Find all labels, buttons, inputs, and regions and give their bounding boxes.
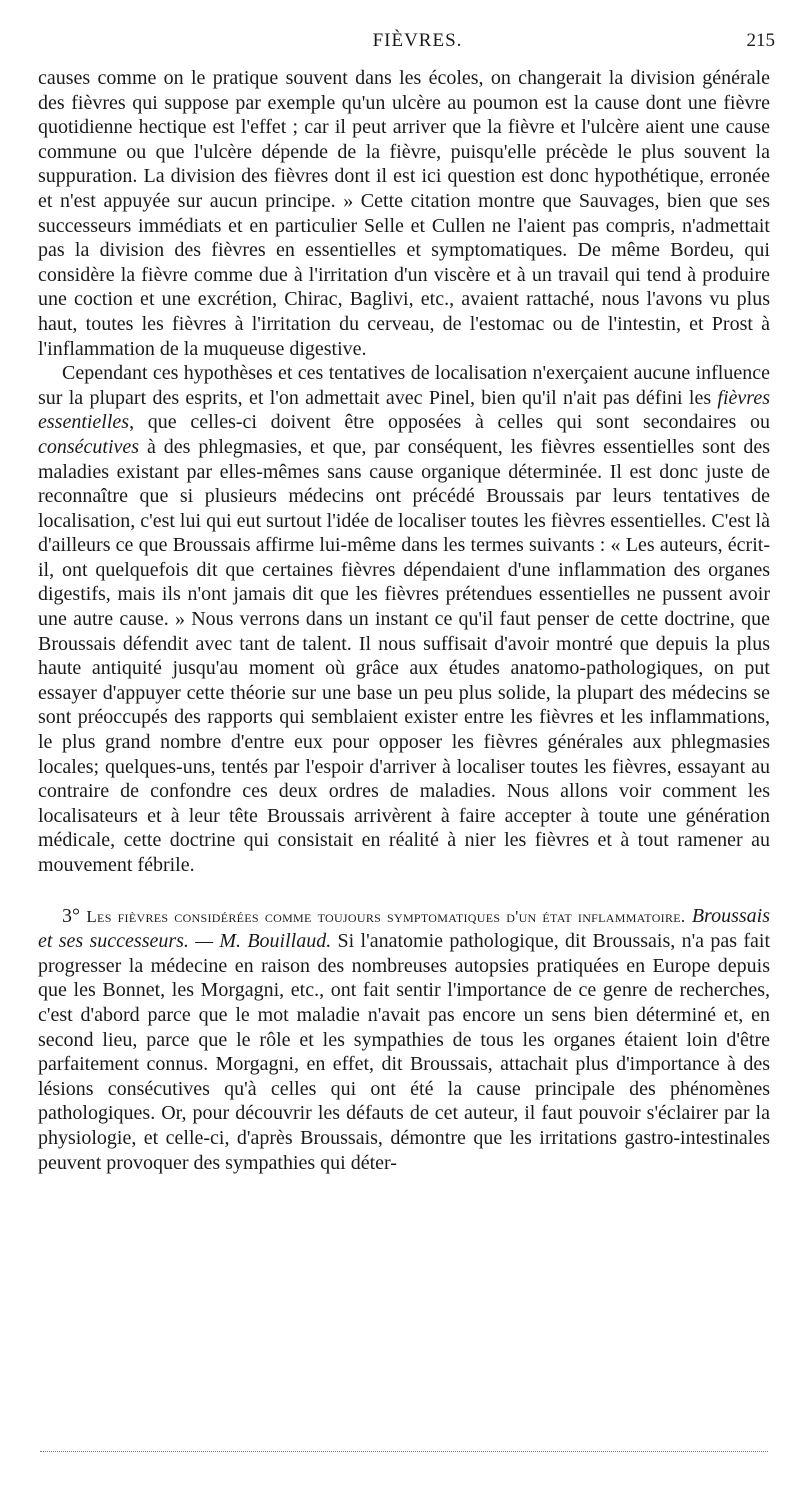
paragraph-text: Cependant ces hypothèses et ces tentatives de localisation n'exerçaient aucune influence sur la plupart des esprits, et l'on admettait avec Pinel, bien qu'il n'ait pas défini les xyxy=(38,362,770,409)
running-head xyxy=(60,30,775,60)
italic-term: consécutives xyxy=(38,435,140,458)
section-text: Si l'anatomie pathologique, dit Broussais, n'a pas fait progresser la médecine en raison des nombreuses autopsies pratiquées en Europe depuis que les Bonnet, les Morgagni, etc., ont fait sentir l'importance de ce genre de recherches, c'est d'abord parce que le mot maladie n'avait pas encore un sens bien déterminé et, en second lieu, parce que le rôle et les sympathies de tous les organes étaient loin d'être parfaitement connus. Morgagni, en effet, dit Broussais, attachait plus d'importance à des lésions consécutives qu'à celles qui ont été la cause principale des phénomènes pathologiques. Or, pour découvrir les défauts de cet auteur, il faut pouvoir s'éclairer par la physiologie, et celle-ci, d'après Broussais, démontre que les irritations gastro-intestinales peuvent provoquer des sympathies qui déter- xyxy=(38,930,771,1174)
paragraph-pinel-broussais xyxy=(38,361,770,877)
running-title: FIÈVRES. xyxy=(372,30,463,51)
section-subtitle: Broussais et ses successeurs. — M. Bouillaud. xyxy=(38,904,771,953)
paragraph-text: à des phlegmasies, et que, par conséquent, les fièvres essentielles sont des maladies existant par elles-mêmes sans cause organique déterminée. Il est donc juste de reconnaître que si plusieurs médecins ont précédé Broussais par leurs tentatives de localisation, c'est lui qui eut surtout l'idée de localiser toutes les fièvres essentielles. C'est là d'ailleurs ce que Broussais affirme lui-même dans les termes suivants : « Les auteurs, écrit-il, ont quelquefois dit que certaines fièvres dépendaient d'une inflammation des organes digestifs, mais ils n'ont jamais dit que les fièvres prétendues essentielles ne pussent avoir une autre cause. » Nous verrons dans un instant ce qu'il faut penser de cette doctrine, que Broussais défendit avec tant de talent. Il nous suffisait d'avoir montré que depuis la plus haute antiquité jusqu'au moment où grâce aux études anatomo-pathologiques, on put essayer d'appuyer cette théorie sur une base un peu plus solide, la plupart des médecins se sont préoccupés des rapports qui semblaient exister entre les fièvres et les inflammations, le plus grand nombre d'entre eux pour opposer les fièvres générales aux phlegmasies locales; quelques-uns, tentés par l'espoir d'arriver à localiser toutes les fièvres, essayant au contraire de confondre ces deux ordres de maladies. Nous allons voir comment les localisateurs et à leur tête Broussais arrivèrent à faire accepter à toute une génération médicale, cette doctrine qui consistait en réalité à nier les fièvres et à tout ramener au mouvement fébrile. xyxy=(38,435,770,876)
page-number: 215 xyxy=(746,30,775,51)
bottom-dotted-rule xyxy=(40,1451,768,1452)
paragraph-text: , que celles-ci doivent être opposées à celles qui sont secondaires ou xyxy=(129,411,770,434)
italic-term: fièvres essentielles xyxy=(38,386,770,434)
section-3-paragraph xyxy=(38,904,770,1176)
body-text xyxy=(38,66,770,1175)
section-heading: Les fièvres considérées comme toujours symptomatiques d'un état inflammatoire. xyxy=(86,906,686,926)
paragraph-continuation: causes comme on le pratique souvent dans les écoles, on changerait la division générale des fièvres qui suppose par exemple qu'un ulcère au poumon est la cause dont une fièvre quotidienne hectique est l'effet ; car il peut arriver que la fièvre et l'ulcère aient une cause commune ou que l'ulcère dépende de la fièvre, puisqu'elle précède le plus souvent la suppuration. La division des fièvres dont il est ici question est donc hypothétique, erronée et n'est appuyée sur aucun principe. » Cette citation montre que Sauvages, bien que ses successeurs immédiats et en particulier Selle et Cullen ne l'aient pas compris, n'admettait pas la division des fièvres en essentielles et symptomatiques. De même Bordeu, qui considère la fièvre comme due à l'irritation d'un viscère et à un travail qui tend à produire une coction et une excrétion, Chirac, Baglivi, etc., avaient rattaché, nous l'avons vu plus haut, toutes les fièvres à l'irritation du cerveau, de l'estomac ou de l'intestin, et Prost à l'inflammation de la muqueuse digestive. xyxy=(38,67,770,360)
section-number: 3° xyxy=(62,904,80,927)
